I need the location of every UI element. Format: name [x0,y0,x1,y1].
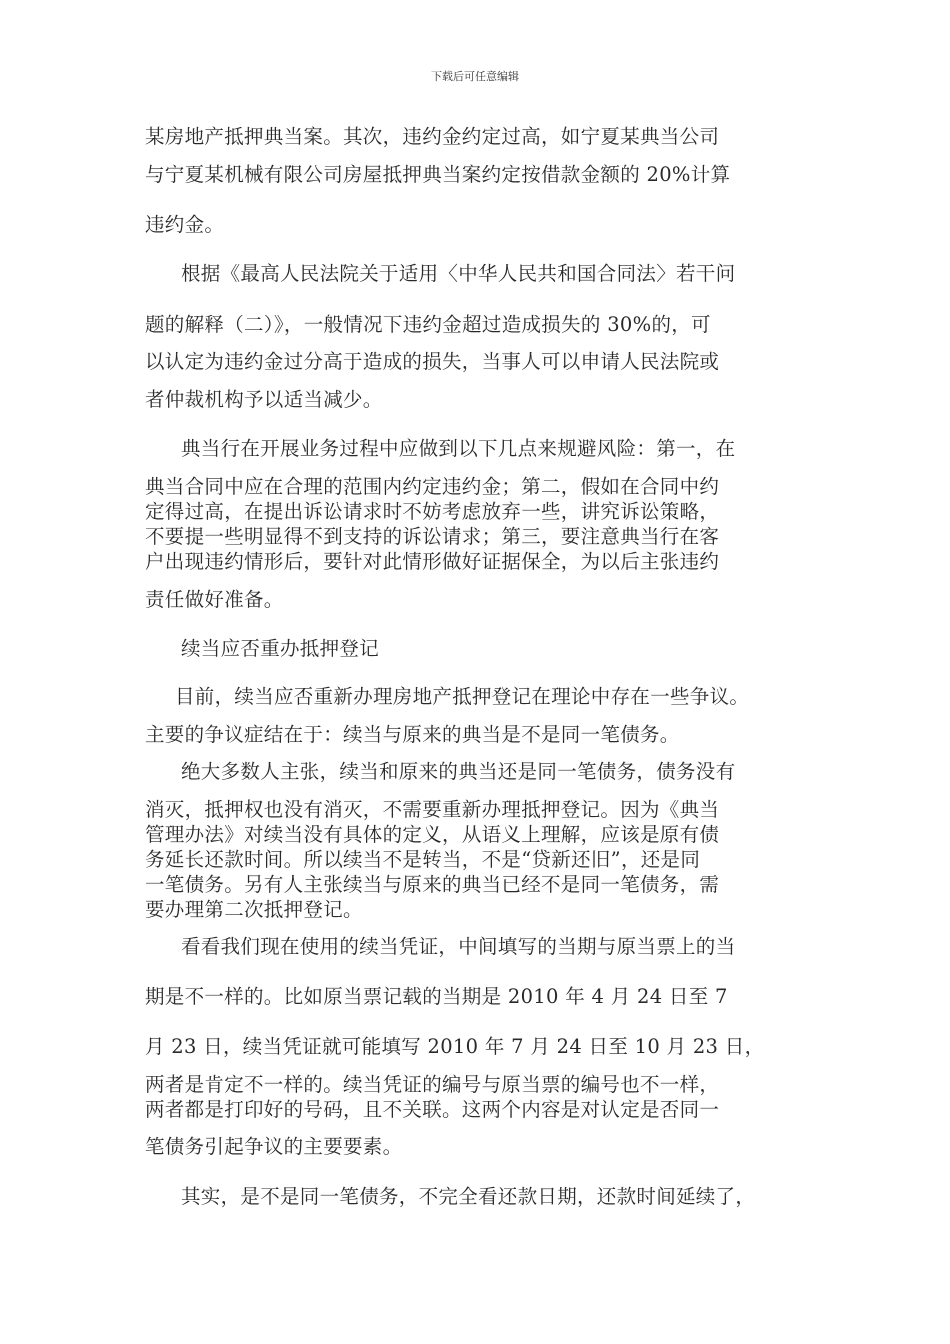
page-header: 下载后可任意编辑 [431,70,519,83]
section-heading: 续当应否重办抵押登记 [181,637,380,660]
text-line: 笔债务引起争议的主要要素。 [145,1135,403,1158]
text-line: 责任做好准备。 [145,588,284,611]
text-line: 某房地产抵押典当案。其次，违约金约定过高，如宁夏某典当公司 [145,125,720,148]
text-line: 月 23 日，续当凭证就可能填写 2010 年 7 月 24 日至 10 月 23 日， [145,1035,765,1058]
text-line: 典当行在开展业务过程中应做到以下几点来规避风险：第一，在 [181,437,736,460]
text-line: 其实，是不是同一笔债务，不完全看还款日期，还款时间延续了， [181,1185,756,1208]
text-line: 消灭，抵押权也没有消灭，不需要重新办理抵押登记。因为《典当 [145,798,720,821]
text-line: 者仲裁机构予以适当减少。 [145,388,383,411]
text-line: 违约金。 [145,213,225,236]
text-line: 看看我们现在使用的续当凭证，中间填写的当期与原当票上的当 [181,935,736,958]
text-line: 要办理第二次抵押登记。 [145,898,363,921]
text-line: 一笔债务。另有人主张续当与原来的典当已经不是同一笔债务，需 [145,873,720,896]
text-line: 户出现违约情形后，要针对此情形做好证据保全，为以后主张违约 [145,550,720,573]
text-line: 期是不一样的。比如原当票记载的当期是 2010 年 4 月 24 日至 7 [145,985,728,1008]
text-line: 定得过高，在提出诉讼请求时不妨考虑放弃一些，讲究诉讼策略， [145,500,720,523]
text-line: 务延长还款时间。所以续当不是转当，不是“贷新还旧”，还是同 [145,848,701,871]
text-line: 绝大多数人主张，续当和原来的典当还是同一笔债务，债务没有 [181,760,736,783]
text-line: 与宁夏某机械有限公司房屋抵押典当案约定按借款金额的 20%计算 [145,163,731,186]
text-line: 根据《最高人民法院关于适用〈中华人民共和国合同法〉若干问 [181,262,736,285]
text-line: 两者是肯定不一样的。续当凭证的编号与原当票的编号也不一样， [145,1073,720,1096]
text-line: 不要提一些明显得不到支持的诉讼请求；第三，要注意典当行在客 [145,525,720,548]
text-line: 题的解释（二）》，一般情况下违约金超过造成损失的 30%的，可 [145,313,711,336]
text-line: 主要的争议症结在于：续当与原来的典当是不是同一笔债务。 [145,723,680,746]
text-line: 典当合同中应在合理的范围内约定违约金；第二，假如在合同中约 [145,475,720,498]
text-line: 目前，续当应否重新办理房地产抵押登记在理论中存在一些争议。 [175,685,750,708]
text-line: 以认定为违约金过分高于造成的损失，当事人可以申请人民法院或 [145,350,720,373]
text-line: 两者都是打印好的号码，且不关联。这两个内容是对认定是否同一 [145,1098,720,1121]
text-line: 管理办法》对续当没有具体的定义，从语义上理解，应该是原有债 [145,823,720,846]
